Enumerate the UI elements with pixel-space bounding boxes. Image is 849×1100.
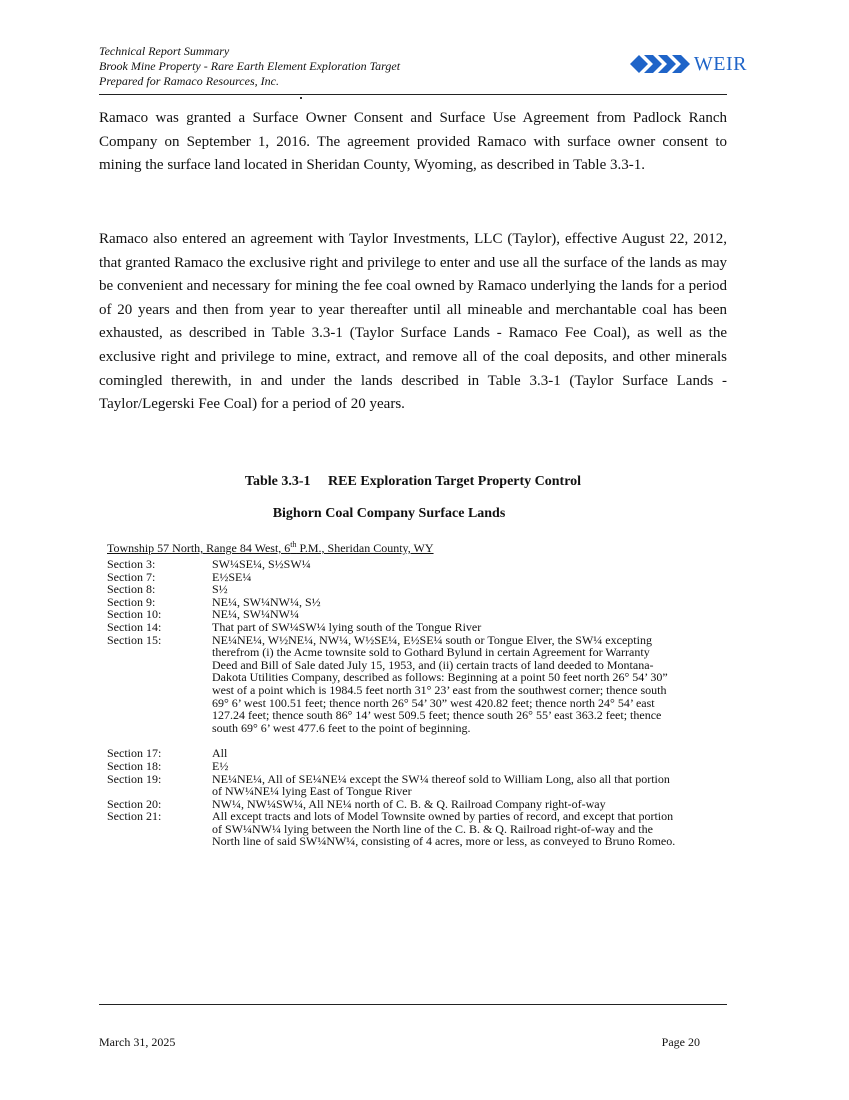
township-sup: th: [290, 540, 297, 549]
section-label: Section 14:: [107, 619, 162, 634]
section-description: That part of SW¼SW¼ lying south of the Tongue River: [212, 619, 482, 634]
section-row: [107, 583, 677, 596]
header-line-1: Technical Report Summary: [99, 44, 230, 58]
section-row: [107, 810, 677, 848]
section-label: Section 3:: [107, 557, 156, 571]
paragraph-2: Ramaco also entered an agreement with Taylor Investments, LLC (Taylor), effective August 22, 2012, that granted Ramaco the exclusive right and privilege to enter and use all the surface of the lands as may be convenient and necessary for mining the fee coal owned by Ramaco underlying the lands for a period of 20 years and then from year to year thereafter until all mineable and merchantable coal has been exhausted, as described in Table 3.3-1 (Taylor Surface Lands - Ramaco Fee Coal), as well as the exclusive right and privilege to mine, extract, and remove all of the coal deposits, and other minerals comingled therewith, in and under the lands described in Table 3.3-1 (Taylor Surface Lands - Taylor/Legerski Fee Coal) for a period of 20 years.: [99, 231, 727, 413]
section-description: NE¼, SW¼NW¼: [212, 607, 299, 622]
township-post: P.M., Sheridan County, WY: [296, 541, 434, 555]
chevron-logo-icon: [630, 53, 692, 75]
section-row: [107, 596, 677, 609]
section-row: [107, 558, 677, 571]
stray-mark: [300, 97, 302, 99]
township-pre: Township 57 North, Range 84 West, 6: [107, 541, 291, 555]
page-header: [99, 44, 747, 95]
section-description: E½: [212, 758, 229, 773]
section-description: NE¼, SW¼NW¼, S½: [212, 594, 321, 609]
section-row: [107, 634, 677, 735]
section-label: Section 18:: [107, 758, 162, 773]
paragraph-1: Ramaco was granted a Surface Owner Consent and Surface Use Agreement from Padlock Ranch Company on September 1, 2016. The agreement provided Ramaco with surface owner consent to mining the surface land located in Sheridan County, Wyoming, as described in Table 3.3-1.: [99, 110, 727, 174]
section-description: All: [212, 746, 228, 761]
footer-rule: [99, 1004, 727, 1005]
footer-date: March 31, 2025: [99, 1035, 176, 1049]
section-description: NW¼, NW¼SW¼, All NE¼ north of C. B. & Q. Railroad Company right-of-way: [212, 796, 606, 811]
table-title: Table 3.3-1 REE Exploration Target Property Control: [244, 474, 582, 489]
section-label: Section 10:: [107, 607, 162, 622]
section-label: Section 19:: [107, 771, 162, 786]
header-line-2: Brook Mine Property - Rare Earth Element Exploration Target: [99, 59, 401, 73]
section-description: S½: [212, 582, 228, 597]
section-description: SW¼SE¼, S½SW¼: [212, 557, 311, 571]
township-heading: [107, 541, 434, 555]
logo-wordmark: WEIR: [693, 52, 747, 75]
header-text: [99, 44, 400, 89]
section-row: [107, 571, 677, 584]
section-label: Section 15:: [107, 632, 162, 647]
section-row: [107, 760, 677, 773]
section-label: Section 17:: [107, 746, 162, 761]
section-description: E½SE¼: [212, 569, 252, 584]
weir-logo: [630, 50, 747, 78]
section-label: Section 20:: [107, 796, 162, 811]
sections-list: [107, 558, 677, 848]
footer-page-number: Page 20: [661, 1035, 700, 1049]
section-label: Section 9:: [107, 594, 156, 609]
section-row: [107, 747, 677, 760]
section-row: [107, 773, 677, 798]
section-description: All except tracts and lots of Model Townsite owned by parties of record, and except that portion of SW¼NW¼ lying between the North line of the C. B. & Q. Railroad right-of-way and the North line of said SW¼NW¼, consisting of 4 acres, more or less, as conveyed to Bruno Romeo.: [212, 809, 676, 849]
table-subtitle: Bighorn Coal Company Surface Lands: [272, 506, 506, 521]
section-description: NE¼NE¼, All of SE¼NE¼ except the SW¼ thereof sold to William Long, also all that portion of NW¼NE¼ lying East of Tongue River: [212, 771, 670, 799]
header-line-3: Prepared for Ramaco Resources, Inc.: [99, 74, 279, 88]
section-label: Section 8:: [107, 582, 156, 597]
section-row: [107, 621, 677, 634]
section-description: NE¼NE¼, W½NE¼, NW¼, W½SE¼, E½SE¼ south or Tongue Elver, the SW¼ excepting therefrom (i) the Acme townsite sold to Gothard Bylund in certain Agreement for Warranty Deed and Bill of Sale dated July 15, 1953, and (ii) certain tracts of land deeded to Montana-Dakota Utilities Company, described as follows: Beginning at a point 50 feet north 26° 54’ 30” west of a point which is 1984.5 feet north 31° 23’ east from the southwest corner; thence south 69° 6’ west 100.51 feet; thence north 26° 54’ 30” west 420.82 feet; thence north 24° 54’ east 127.24 feet; thence south 86° 14’ west 509.5 feet; thence south 26° 55’ east 363.2 feet; thence south 69° 6’ west 477.6 feet to the point of beginning.: [212, 632, 668, 735]
section-label: Section 7:: [107, 569, 156, 584]
section-label: Section 21:: [107, 809, 162, 824]
